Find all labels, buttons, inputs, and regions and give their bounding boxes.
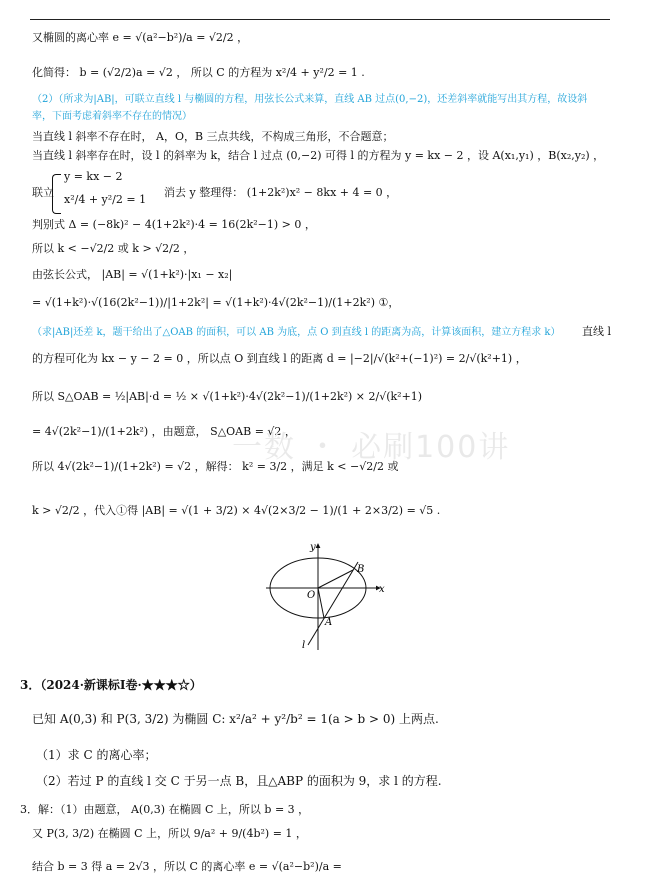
hint-note-1: （2）（所求为|AB|，可联立直线 l 与椭圆的方程，用弦长公式来算，直线 AB 过点(0,−2)，还差斜率就能写出其方程，故设斜 <box>32 94 588 105</box>
discriminant-line: 判别式 Δ = (−8k)² − 4(1+2k²)·4 = 16(2k²−1) > 0 ， <box>32 218 316 231</box>
label-A: A <box>325 617 333 628</box>
line-l <box>308 562 358 645</box>
lianli-label: 联立 <box>32 186 54 199</box>
hint-note-2: （求|AB|还差 k，题干给出了△OAB 的面积，可以 AB 为底，点 O 到直线 l 的距离为高，计算该面积，建立方程求 k） <box>32 327 561 338</box>
area-line-1: 所以 S△OAB = ½|AB|·d = ½ × √(1+k²)·4√(2k²−1)/(1+2k²) × 2/√(k²+1) <box>32 390 423 403</box>
label-B: B <box>357 564 365 575</box>
segment-OA <box>318 588 324 618</box>
hint-note-2-tail: 直线 l <box>582 325 612 338</box>
system-result: 消去 y 整理得： (1+2k²)x² − 8kx + 4 = 0 ， <box>164 186 398 199</box>
final-line: k > √2/2 ，代入①得 |AB| = √(1 + 3/2) × 4√(2×3/2 − 1)/(1 + 2×3/2) = √5 . <box>32 504 441 517</box>
chord-formula-2: = √(1+k²)·√(16(2k²−1))/|1+2k²| = √(1+k²)·4√(2k²−1)/(1+2k²) ①， <box>32 296 400 309</box>
problem-3-statement: 已知 A(0,3) 和 P(3, 3/2) 为椭圆 C: x²/a² + y²/b² = 1(a > b > 0) 上两点. <box>32 712 439 726</box>
label-x: x <box>379 584 385 595</box>
problem-3-q1: （1）求 C 的离心率； <box>36 748 157 762</box>
label-O: O <box>307 590 316 601</box>
ellipse-figure <box>258 540 388 655</box>
problem-3-heading: 3．（2024·新课标Ⅰ卷·★★★☆） <box>20 678 202 692</box>
solve-line: 所以 4√(2k²−1)/(1+2k²) = √2 ，解得： k² = 3/2 ，满足 k < −√2/2 或 <box>32 460 399 473</box>
k-range-line: 所以 k < −√2/2 或 k > √2/2 ， <box>32 242 195 255</box>
system-eq-2: x²/4 + y²/2 = 1 <box>64 193 147 206</box>
simplify-line: 化简得： b = (√2/2)a = √2 ， 所以 C 的方程为 x²/4 + y²/2 = 1 . <box>32 66 365 79</box>
watermark: 一数 ・ 必刷100讲 <box>232 430 511 465</box>
label-y: y <box>310 542 316 553</box>
hint-note-1b: 率，下面考虑着斜率不存在的情况） <box>32 111 192 122</box>
area-line-2: = 4√(2k²−1)/(1+2k²) ，由题意， S△OAB = √2 ， <box>32 425 296 438</box>
solution-line-3: 结合 b = 3 得 a = 2√3 ，所以 C 的离心率 e = √(a²−b²)/a = <box>32 860 342 873</box>
label-l: l <box>302 640 306 651</box>
system-eq-1: y = kx − 2 <box>64 170 123 183</box>
problem-3-q2: （2）若过 P 的直线 l 交 C 于另一点 B，且△ABP 的面积为 9，求 l 的方程. <box>36 774 442 788</box>
system-brace <box>52 174 61 214</box>
solution-line-2: 又 P(3, 3/2) 在椭圆 C 上，所以 9/a² + 9/(4b²) = 1 ， <box>32 827 307 840</box>
solution-line-1: 3．解：（1）由题意， A(0,3) 在椭圆 C 上，所以 b = 3 ， <box>20 803 310 816</box>
line-form: 的方程可化为 kx − y − 2 = 0 ，所以点 O 到直线 l 的距离 d = |−2|/√(k²+(−1)²) = 2/√(k²+1) ， <box>32 352 527 365</box>
ecc-line: 又椭圆的离心率 e = √(a²−b²)/a = √2/2 ， <box>32 31 249 44</box>
case-slope: 当直线 l 斜率存在时，设 l 的斜率为 k，结合 l 过点 (0,−2) 可得 l 的方程为 y = kx − 2 ，设 A(x₁,y₁) ，B(x₂,y₂) ， <box>32 149 605 162</box>
case-no-slope: 当直线 l 斜率不存在时， A，O，B 三点共线，不构成三角形，不合题意； <box>32 130 394 143</box>
chord-formula-1: 由弦长公式， |AB| = √(1+k²)·|x₁ − x₂| <box>32 268 233 281</box>
